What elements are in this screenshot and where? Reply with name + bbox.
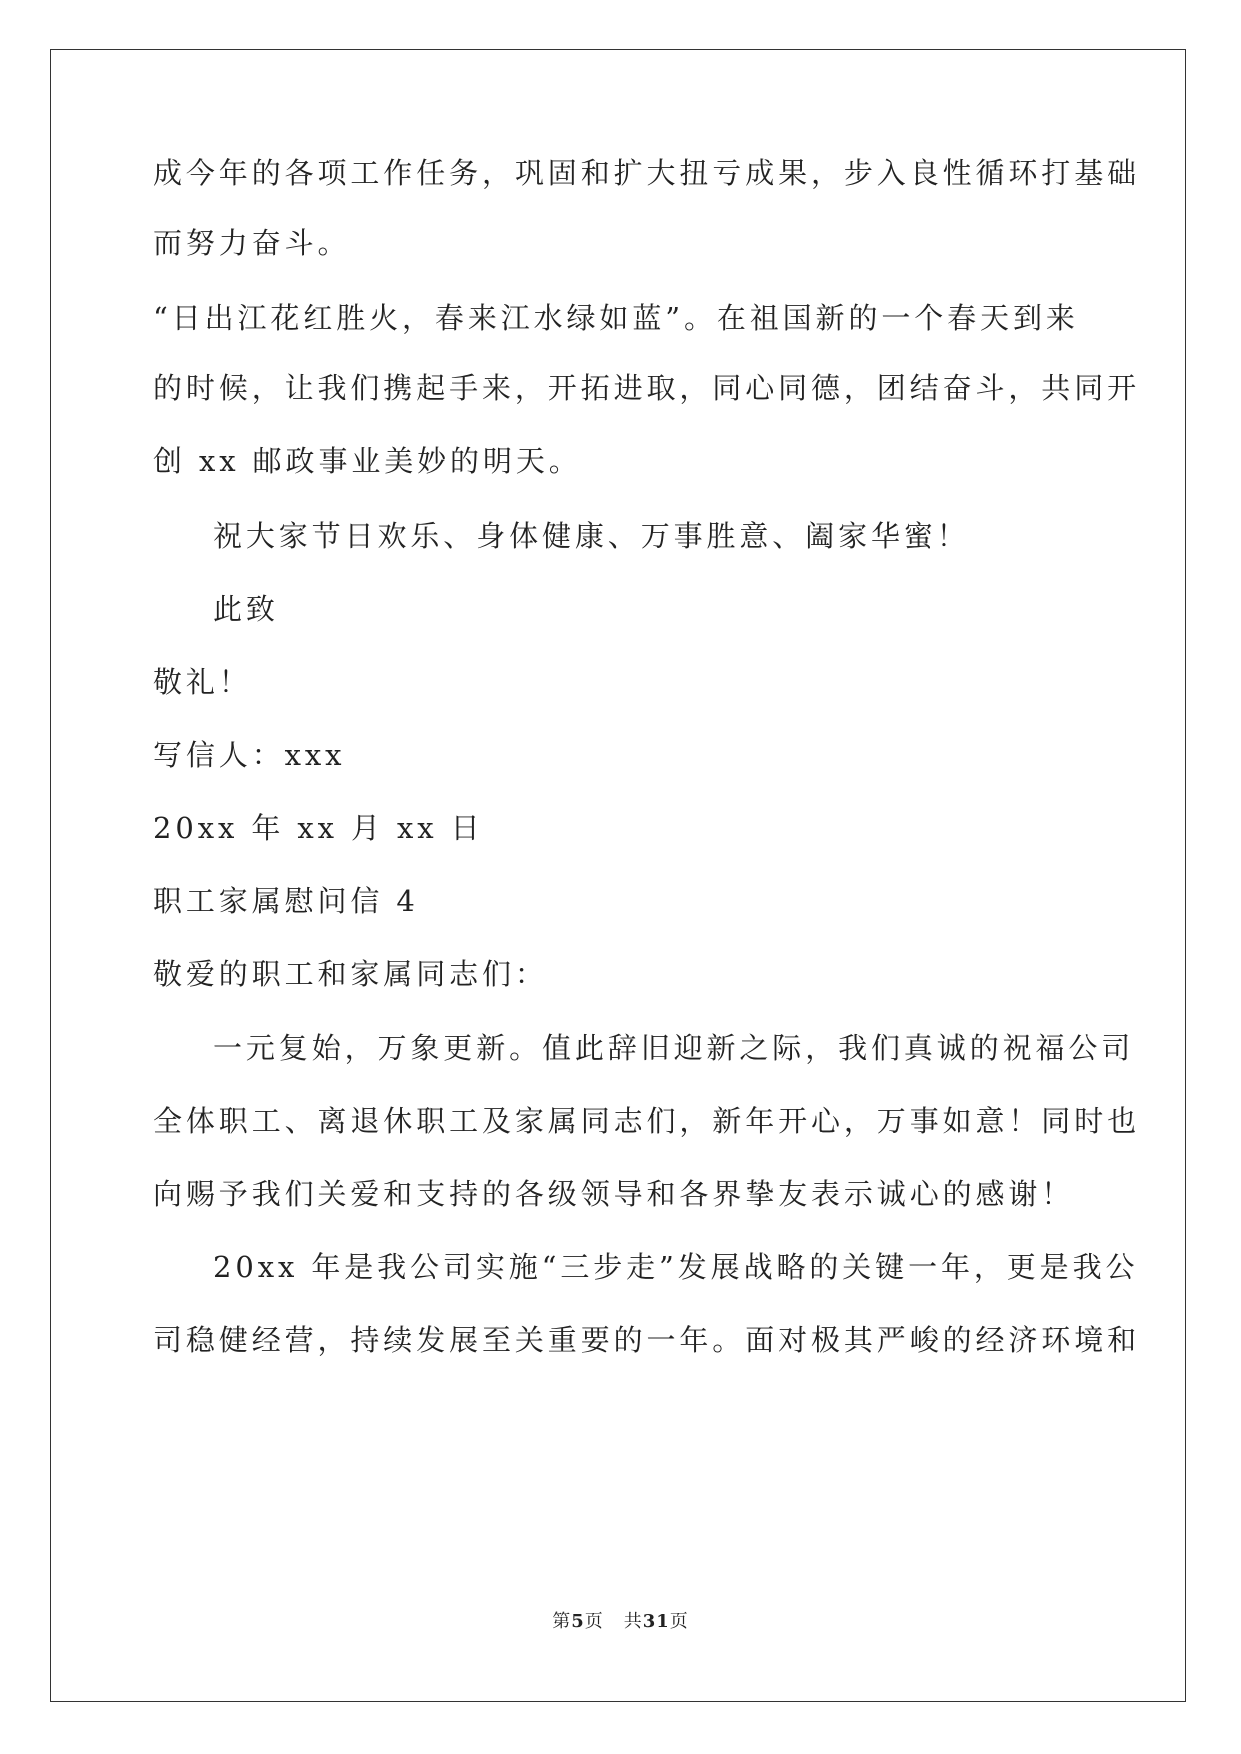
body-line: 创 xx 邮政事业美妙的明天。 [153,444,582,478]
footer-total-suffix: 页 [669,1611,689,1632]
body-line: 的时候，让我们携起手来，开拓进取，同心同德，团结奋斗，共同开 [153,371,1141,405]
footer-page-number: 5 [571,1611,585,1632]
body-line: 祝大家节日欢乐、身体健康、万事胜意、阖家华蜜！ [213,519,970,553]
footer-page-suffix: 页 [584,1611,604,1632]
salutation: 敬礼！ [153,665,252,699]
page-border [50,49,1186,1702]
body-line: 司稳健经营，持续发展至关重要的一年。面对极其严峻的经济环境和 [153,1323,1141,1357]
signature-line: 写信人：xxx [153,738,346,772]
body-line: 向赐予我们关爱和支持的各级领导和各界挚友表示诚心的感谢！ [153,1177,1075,1211]
body-line: 全体职工、离退休职工及家属同志们，新年开心，万事如意！同时也 [153,1104,1141,1138]
closing-phrase: 此致 [213,592,279,626]
body-line: 而努力奋斗。 [153,226,351,260]
footer-total-pages: 31 [642,1611,670,1632]
page-footer [0,1610,1241,1634]
body-line: 20xx 年是我公司实施“三步走”发展战略的关键一年，更是我公 [213,1250,1139,1284]
letter-heading: 职工家属慰问信 4 [153,884,419,918]
date-line: 20xx 年 xx 月 xx 日 [153,811,484,845]
greeting-line: 敬爱的职工和家属同志们： [153,957,548,991]
body-line: 成今年的各项工作任务，巩固和扩大扭亏成果，步入良性循环打基础 [153,156,1141,190]
footer-total-prefix: 共 [623,1611,643,1632]
body-line: “日出江花红胜火，春来江水绿如蓝”。在祖国新的一个春天到来 [153,301,1079,335]
body-line: 一元复始，万象更新。值此辞旧迎新之际，我们真诚的祝福公司 [213,1031,1135,1065]
footer-page-prefix: 第 [552,1611,572,1632]
